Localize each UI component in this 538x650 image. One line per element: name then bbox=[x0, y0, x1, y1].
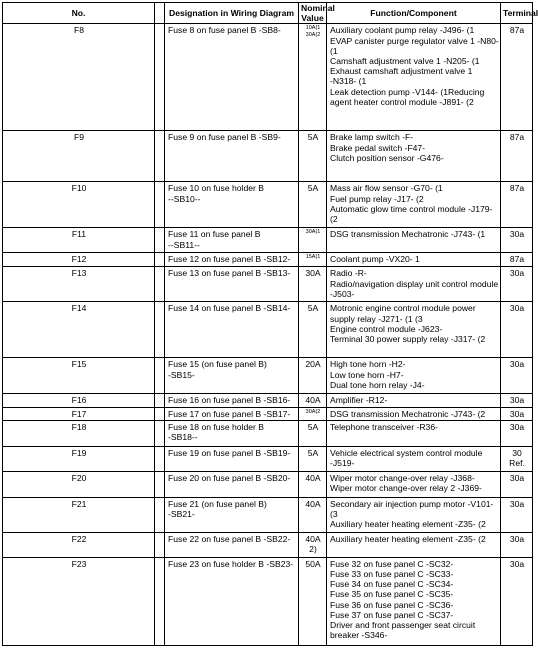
function-line: DSG transmission Mechatronic -J743- (1 bbox=[330, 229, 486, 240]
function-line: supply relay -J271- (1 (3 bbox=[330, 313, 423, 324]
terminal-line: 30a bbox=[509, 472, 525, 483]
terminal bbox=[501, 420, 533, 446]
terminal-line: 30a bbox=[509, 421, 525, 432]
fuse-number: F22 bbox=[3, 532, 155, 557]
terminal-line: 87a bbox=[509, 254, 525, 265]
nominal-value bbox=[299, 532, 327, 557]
value-line: 5A bbox=[307, 421, 319, 432]
fuse-number: F18 bbox=[3, 420, 155, 446]
function-line: Leak detection pump -V144- (1Reducing bbox=[330, 86, 485, 97]
designation-line: Fuse 20 on fuse panel B -SB20- bbox=[168, 472, 291, 483]
table-row bbox=[3, 532, 533, 557]
header-terminal: Terminal bbox=[501, 3, 533, 24]
terminal bbox=[501, 267, 533, 302]
value-line: 5A bbox=[307, 303, 319, 314]
fuse-designation bbox=[165, 407, 299, 420]
fuse-number: F15 bbox=[3, 358, 155, 394]
function-line: Amplifier -R12- bbox=[330, 395, 388, 406]
function-component bbox=[327, 253, 501, 267]
value-line: 5A bbox=[307, 132, 319, 143]
function-component bbox=[327, 182, 501, 228]
value-line: 40A bbox=[305, 472, 321, 483]
function-line: Brake pedal switch -F47- bbox=[330, 142, 426, 153]
fuse-number: F10 bbox=[3, 182, 155, 228]
fuse-number: F13 bbox=[3, 267, 155, 302]
row-spacer bbox=[155, 446, 165, 471]
row-spacer bbox=[155, 253, 165, 267]
function-line: Mass air flow sensor -G70- (1 bbox=[330, 183, 443, 194]
function-line: Fuse 33 on fuse panel C -SC33- bbox=[330, 569, 454, 580]
terminal bbox=[501, 182, 533, 228]
function-line: Motronic engine control module power bbox=[330, 303, 476, 314]
terminal-line: 30a bbox=[509, 395, 525, 406]
table-row bbox=[3, 446, 533, 471]
function-line: Brake lamp switch -F- bbox=[330, 132, 414, 143]
function-line: Auxiliary heater heating element -Z35- (2 bbox=[330, 533, 486, 544]
designation-line: Fuse 23 on fuse holder B -SB23- bbox=[168, 558, 294, 569]
function-component bbox=[327, 24, 501, 131]
function-line: (2 bbox=[330, 214, 338, 225]
function-line: Auxiliary heater heating element -Z35- (2 bbox=[330, 519, 486, 530]
table-row bbox=[3, 358, 533, 394]
nominal-value bbox=[299, 420, 327, 446]
fuse-designation bbox=[165, 24, 299, 131]
row-spacer bbox=[155, 228, 165, 253]
header-function: Function/Component bbox=[327, 3, 501, 24]
header-no: No. bbox=[3, 3, 155, 24]
header-spacer bbox=[155, 3, 165, 24]
terminal-line: 30a bbox=[509, 498, 525, 509]
nominal-value bbox=[299, 253, 327, 267]
fuse-number: F20 bbox=[3, 471, 155, 497]
function-component bbox=[327, 267, 501, 302]
fuse-table bbox=[2, 2, 538, 646]
terminal bbox=[501, 557, 533, 645]
terminal-line: 30 bbox=[512, 447, 522, 458]
designation-line: Fuse 18 on fuse holder B bbox=[168, 421, 265, 432]
header-designation: Designation in Wiring Diagram bbox=[165, 3, 299, 24]
terminal bbox=[501, 131, 533, 182]
fuse-designation bbox=[165, 394, 299, 407]
nominal-value bbox=[299, 182, 327, 228]
fuse-designation bbox=[165, 497, 299, 532]
function-line: Fuse 34 on fuse panel C -SC34- bbox=[330, 579, 454, 590]
function-line: -J519- bbox=[330, 458, 355, 469]
row-spacer bbox=[155, 131, 165, 182]
value-line: 30A(2 bbox=[305, 408, 321, 415]
function-line: Engine control module -J623- bbox=[330, 323, 443, 334]
value-line: 30A(2 bbox=[305, 31, 321, 38]
terminal bbox=[501, 407, 533, 420]
function-line: Fuse 35 on fuse panel C -SC35- bbox=[330, 589, 454, 600]
function-line: Dual tone horn relay -J4- bbox=[330, 379, 425, 390]
fuse-designation bbox=[165, 228, 299, 253]
designation-line: Fuse 13 on fuse panel B -SB13- bbox=[168, 268, 291, 279]
function-component bbox=[327, 446, 501, 471]
terminal bbox=[501, 471, 533, 497]
row-spacer bbox=[155, 24, 165, 131]
fuse-designation bbox=[165, 302, 299, 358]
fuse-number: F19 bbox=[3, 446, 155, 471]
function-line: Fuse 37 on fuse panel C -SC37- bbox=[330, 609, 454, 620]
function-component bbox=[327, 358, 501, 394]
fuse-number: F21 bbox=[3, 497, 155, 532]
function-line: Telephone transceiver -R36- bbox=[330, 421, 438, 432]
table-row bbox=[3, 407, 533, 420]
function-line: Wiper motor change-over relay 2 -J369- bbox=[330, 483, 482, 494]
fuse-number: F16 bbox=[3, 394, 155, 407]
terminal bbox=[501, 497, 533, 532]
designation-line: Fuse 11 on fuse panel B bbox=[168, 229, 261, 240]
function-component bbox=[327, 131, 501, 182]
header-nominal-value: Nominal Value bbox=[299, 3, 327, 24]
terminal-line: 87a bbox=[509, 183, 525, 194]
terminal-line: 30a bbox=[509, 558, 525, 569]
function-line: EVAP canister purge regulator valve 1 -N80- bbox=[330, 35, 499, 46]
nominal-value bbox=[299, 24, 327, 131]
function-line: agent heater control module -J891- (2 bbox=[330, 96, 474, 107]
table-row bbox=[3, 497, 533, 532]
value-line: 5A bbox=[307, 183, 319, 194]
nominal-value bbox=[299, 358, 327, 394]
fuse-number: F23 bbox=[3, 557, 155, 645]
terminal-line: Ref. bbox=[509, 458, 525, 469]
terminal-line: 30a bbox=[509, 229, 525, 240]
nominal-value bbox=[299, 394, 327, 407]
value-line: 30A(1 bbox=[305, 229, 321, 236]
fuse-number: F14 bbox=[3, 302, 155, 358]
function-line: Radio -R- bbox=[330, 268, 367, 279]
designation-line: Fuse 21 (on fuse panel B) bbox=[168, 498, 267, 509]
function-line: Fuse 36 on fuse panel C -SC36- bbox=[330, 599, 454, 610]
row-spacer bbox=[155, 497, 165, 532]
table-row bbox=[3, 253, 533, 267]
nominal-value bbox=[299, 497, 327, 532]
terminal bbox=[501, 446, 533, 471]
function-line: Wiper motor change-over relay -J368- bbox=[330, 472, 475, 483]
nominal-value bbox=[299, 131, 327, 182]
terminal-line: 30a bbox=[509, 533, 525, 544]
fuse-number: F12 bbox=[3, 253, 155, 267]
designation-line: Fuse 22 on fuse panel B -SB22- bbox=[168, 533, 291, 544]
designation-line: -SB15- bbox=[168, 369, 195, 380]
terminal bbox=[501, 253, 533, 267]
row-spacer bbox=[155, 532, 165, 557]
value-line: 15A(1 bbox=[305, 254, 321, 261]
nominal-value bbox=[299, 557, 327, 645]
designation-line: Fuse 15 (on fuse panel B) bbox=[168, 359, 267, 370]
table-row bbox=[3, 24, 533, 131]
function-line: (3 bbox=[330, 509, 338, 520]
designation-line: --SB11-- bbox=[168, 239, 200, 250]
designation-line: Fuse 19 on fuse panel B -SB19- bbox=[168, 447, 291, 458]
function-line: Terminal 30 power supply relay -J317- (2 bbox=[330, 334, 486, 345]
function-line: Fuel pump relay -J17- (2 bbox=[330, 193, 424, 204]
table-row bbox=[3, 182, 533, 228]
designation-line: Fuse 12 on fuse panel B -SB12- bbox=[168, 254, 291, 265]
function-line: Coolant pump -VX20- 1 bbox=[330, 254, 420, 265]
function-line: Camshaft adjustment valve 1 -N205- (1 bbox=[330, 56, 480, 67]
fuse-designation bbox=[165, 131, 299, 182]
table-row bbox=[3, 267, 533, 302]
function-line: -N318- (1 bbox=[330, 76, 367, 87]
fuse-designation bbox=[165, 358, 299, 394]
nominal-value bbox=[299, 407, 327, 420]
fuse-designation bbox=[165, 471, 299, 497]
function-component bbox=[327, 394, 501, 407]
nominal-value bbox=[299, 302, 327, 358]
function-line: Fuse 32 on fuse panel C -SC32- bbox=[330, 558, 454, 569]
fuse-designation bbox=[165, 446, 299, 471]
function-component bbox=[327, 302, 501, 358]
table-row bbox=[3, 394, 533, 407]
designation-line: Fuse 16 on fuse panel B -SB16- bbox=[168, 395, 291, 406]
function-line: Radio/navigation display unit control module bbox=[330, 278, 499, 289]
function-line: High tone horn -H2- bbox=[330, 359, 406, 370]
row-spacer bbox=[155, 358, 165, 394]
row-spacer bbox=[155, 420, 165, 446]
terminal bbox=[501, 302, 533, 358]
nominal-value bbox=[299, 446, 327, 471]
function-line: Vehicle electrical system control module bbox=[330, 447, 483, 458]
function-line: (1 bbox=[330, 45, 338, 56]
terminal-line: 87a bbox=[509, 132, 525, 143]
terminal bbox=[501, 394, 533, 407]
nominal-value bbox=[299, 228, 327, 253]
function-line: breaker -S346- bbox=[330, 630, 388, 641]
function-component bbox=[327, 532, 501, 557]
designation-line: Fuse 17 on fuse panel B -SB17- bbox=[168, 408, 291, 419]
function-line: -J503- bbox=[330, 288, 355, 299]
fuse-designation bbox=[165, 267, 299, 302]
row-spacer bbox=[155, 394, 165, 407]
fuse-number: F9 bbox=[3, 131, 155, 182]
terminal-line: 30a bbox=[509, 359, 525, 370]
function-component bbox=[327, 228, 501, 253]
value-line: 50A bbox=[305, 558, 321, 569]
designation-line: Fuse 9 on fuse panel B -SB9- bbox=[168, 132, 281, 143]
row-spacer bbox=[155, 471, 165, 497]
row-spacer bbox=[155, 557, 165, 645]
fuse-number: F8 bbox=[3, 24, 155, 131]
function-line: Low tone horn -H7- bbox=[330, 369, 404, 380]
nominal-value bbox=[299, 267, 327, 302]
table-row bbox=[3, 420, 533, 446]
value-line: 40A bbox=[305, 395, 321, 406]
function-line: Clutch position sensor -G476- bbox=[330, 152, 444, 163]
terminal bbox=[501, 532, 533, 557]
value-line: 5A bbox=[307, 447, 319, 458]
fuse-designation bbox=[165, 182, 299, 228]
designation-line: Fuse 8 on fuse panel B -SB8- bbox=[168, 25, 281, 36]
function-line: Secondary air injection pump motor -V101- bbox=[330, 498, 494, 509]
table-row bbox=[3, 557, 533, 645]
fuse-designation bbox=[165, 420, 299, 446]
row-spacer bbox=[155, 407, 165, 420]
terminal bbox=[501, 358, 533, 394]
value-line: 2) bbox=[309, 544, 317, 555]
function-component bbox=[327, 471, 501, 497]
header-row bbox=[3, 3, 533, 24]
function-component bbox=[327, 557, 501, 645]
value-line: 30A bbox=[305, 268, 321, 279]
value-line: 40A bbox=[305, 533, 321, 544]
function-component bbox=[327, 420, 501, 446]
terminal bbox=[501, 24, 533, 131]
function-line: Automatic glow time control module -J179- bbox=[330, 203, 493, 214]
designation-line: Fuse 14 on fuse panel B -SB14- bbox=[168, 303, 291, 314]
terminal bbox=[501, 228, 533, 253]
value-line: 20A bbox=[305, 359, 321, 370]
fuse-designation bbox=[165, 532, 299, 557]
row-spacer bbox=[155, 302, 165, 358]
terminal-line: 30a bbox=[509, 303, 525, 314]
designation-line: Fuse 10 on fuse holder B bbox=[168, 183, 265, 194]
table-row bbox=[3, 228, 533, 253]
fuse-number: F11 bbox=[3, 228, 155, 253]
table-row bbox=[3, 471, 533, 497]
table-row bbox=[3, 302, 533, 358]
fuse-designation bbox=[165, 253, 299, 267]
function-line: Auxiliary coolant pump relay -J496- (1 bbox=[330, 25, 475, 36]
function-line: Driver and front passenger seat circuit bbox=[330, 620, 476, 631]
value-line: 10A(1 bbox=[305, 25, 321, 32]
fuse-number: F17 bbox=[3, 407, 155, 420]
designation-line: -SB21- bbox=[168, 509, 195, 520]
function-line: DSG transmission Mechatronic -J743- (2 bbox=[330, 408, 486, 419]
designation-line: -SB18-- bbox=[168, 432, 198, 443]
function-component bbox=[327, 407, 501, 420]
terminal-line: 30a bbox=[509, 268, 525, 279]
row-spacer bbox=[155, 182, 165, 228]
fuse-table-body bbox=[3, 24, 533, 645]
terminal-line: 30a bbox=[509, 408, 525, 419]
designation-line: --SB10-- bbox=[168, 193, 201, 204]
value-line: 40A bbox=[305, 498, 321, 509]
function-line: Exhaust camshaft adjustment valve 1 bbox=[330, 66, 473, 77]
row-spacer bbox=[155, 267, 165, 302]
table-row bbox=[3, 131, 533, 182]
terminal-line: 87a bbox=[509, 25, 525, 36]
function-component bbox=[327, 497, 501, 532]
fuse-designation bbox=[165, 557, 299, 645]
nominal-value bbox=[299, 471, 327, 497]
